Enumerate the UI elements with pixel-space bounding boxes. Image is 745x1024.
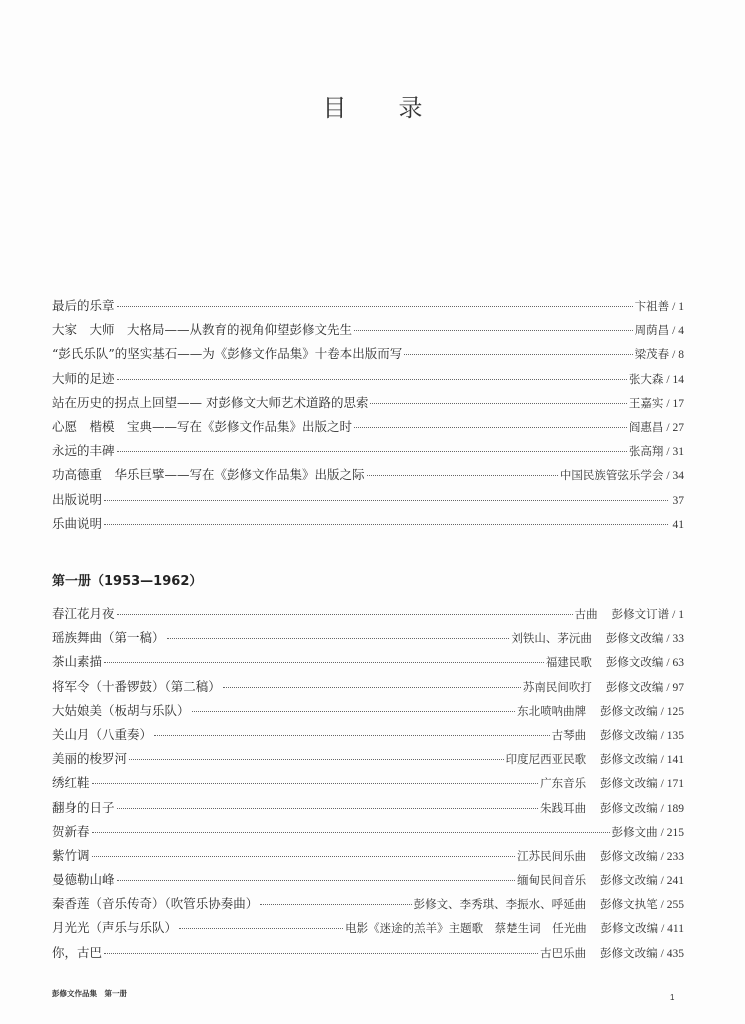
entry-author [517, 703, 658, 719]
entry-author: 中国民族管弦乐学会 [559, 468, 664, 483]
dot-leader [260, 904, 411, 905]
entry-page: / 1 [672, 609, 684, 621]
entry-page: / 141 [660, 754, 684, 767]
dot-leader [404, 354, 632, 355]
entry-title: 曼德勒山峰 [52, 872, 115, 888]
entry-author [517, 872, 658, 888]
page-title: 目录 [322, 94, 475, 122]
entry-page: / 31 [666, 446, 684, 459]
entry-title: 关山月（八重奏） [52, 726, 153, 742]
entry-title: 永远的丰碑 [52, 443, 115, 459]
entry-page: / 8 [672, 349, 684, 362]
entry-page: / 63 [666, 657, 684, 670]
entry-page: / 125 [660, 705, 684, 718]
entry-page: / 97 [666, 681, 684, 694]
entry-title: 你，古巴 [52, 944, 103, 960]
dot-leader [154, 735, 550, 736]
entry-author [414, 896, 658, 912]
entry-page: / 435 [660, 947, 684, 960]
entry-author [575, 606, 670, 622]
toc-entry[interactable] [52, 628, 684, 652]
entry-title: 绣红鞋 [52, 775, 90, 791]
entry-credit: 彭修文改编 [600, 703, 658, 718]
toc-entry[interactable] [52, 846, 684, 870]
entry-page: / 135 [660, 729, 684, 742]
toc-entry[interactable] [52, 870, 684, 894]
toc-entry[interactable] [52, 441, 684, 465]
entry-title: 出版说明 [52, 491, 103, 507]
entry-source: 江苏民间乐曲 [517, 848, 587, 863]
dot-leader [117, 880, 516, 881]
entry-page: / 34 [666, 470, 684, 483]
entry-author: 周荫昌 [634, 323, 670, 338]
toc-entry[interactable] [52, 943, 684, 967]
entry-credit: 彭修文改编 [600, 752, 658, 767]
entry-author [540, 945, 658, 961]
toc-entry[interactable] [52, 677, 684, 701]
entry-source: 朱践耳曲 [540, 800, 587, 815]
entry-page: / 233 [660, 850, 684, 863]
entry-title: 将军令（十番锣鼓）（第二稿） [52, 678, 221, 694]
entry-title: 茶山素描 [52, 654, 103, 670]
toc-entry[interactable] [52, 514, 684, 538]
toc-entry[interactable] [52, 773, 684, 797]
entry-page: / 27 [666, 421, 684, 434]
entry-credit: 彭修文改编 [605, 679, 664, 694]
entry-title: 乐曲说明 [52, 515, 103, 531]
entry-source: 广东音乐 [540, 776, 587, 791]
toc-entry[interactable] [52, 465, 684, 489]
entry-title: 美丽的梭罗河 [52, 751, 128, 767]
toc-entry[interactable] [52, 894, 684, 918]
toc-entry[interactable] [52, 701, 684, 725]
entry-title: 秦香莲（音乐传奇）（吹管乐协奏曲） [52, 896, 259, 912]
dot-leader [104, 662, 544, 663]
entry-credit: 彭修文改编 [605, 655, 664, 670]
entry-page: / 411 [661, 923, 684, 936]
entry-title: 贺新春 [52, 823, 90, 839]
dot-leader [129, 759, 504, 760]
entry-page: 41 [672, 518, 684, 531]
entry-author [511, 630, 663, 646]
entry-page: / 171 [660, 778, 684, 791]
entry-source: 印度尼西亚民歌 [505, 752, 587, 767]
entry-author: 张高翔 [628, 444, 664, 459]
entry-page: 37 [672, 494, 684, 507]
toc-entry[interactable] [52, 798, 684, 822]
dot-leader [92, 832, 610, 833]
entry-source: 古琴曲 [551, 727, 587, 742]
toc-entry[interactable] [52, 652, 684, 676]
toc-entry[interactable] [52, 296, 684, 320]
entry-credit: 彭修文改编 [600, 776, 658, 791]
toc-entry[interactable] [52, 918, 684, 942]
dot-leader [367, 475, 558, 476]
entry-title: 翻身的日子 [52, 799, 115, 815]
front-matter-list [52, 296, 684, 538]
entry-credit: 彭修文订谱 [611, 607, 670, 621]
toc-entry[interactable] [52, 344, 684, 368]
entry-credit: 彭修文执笔 [600, 897, 658, 912]
entry-source: 缅甸民间音乐 [517, 873, 587, 888]
entry-source: 古曲 [574, 607, 598, 621]
entry-page: / 17 [666, 397, 684, 410]
entry-title: 大姑娘美（板胡与乐队） [52, 702, 190, 718]
entry-page: / 189 [660, 802, 684, 815]
entry-credit: 彭修文改编 [605, 631, 664, 646]
volume-one-list [52, 604, 684, 967]
entry-source: 东北喷呐曲牌 [517, 703, 587, 718]
entry-credit: 彭修文改编 [600, 800, 658, 815]
dot-leader [117, 306, 633, 307]
entry-credit: 彭修文改编 [600, 848, 658, 863]
entry-title: 大家 大师 大格局——从教育的视角仰望彭修文先生 [52, 322, 353, 338]
dot-leader [117, 808, 539, 809]
dot-leader [104, 500, 667, 501]
dot-leader [179, 928, 343, 929]
entry-source: 电影《迷途的羔羊》主题歌 蔡楚生词 任光曲 [345, 921, 587, 936]
entry-credit: 彭修文改编 [600, 727, 658, 742]
entry-author [552, 727, 658, 743]
dot-leader [370, 403, 626, 404]
dot-leader [92, 856, 516, 857]
entry-page: / 215 [660, 826, 684, 839]
dot-leader [354, 427, 627, 428]
dot-leader [104, 524, 667, 525]
entry-title: 春江花月夜 [52, 606, 115, 621]
toc-entry[interactable] [52, 822, 684, 846]
entry-title: 最后的乐章 [52, 298, 115, 313]
entry-author: 卞祖善 [634, 299, 670, 313]
entry-author [523, 679, 664, 695]
entry-page: / 4 [672, 325, 684, 338]
toc-entry[interactable] [52, 604, 684, 628]
entry-author: 梁茂春 [634, 347, 670, 362]
toc-entry[interactable] [52, 393, 684, 417]
entry-title: 心愿 楷模 宝典——写在《彭修文作品集》出版之时 [52, 418, 353, 434]
entry-author [506, 751, 658, 767]
footer-book-title: 彭修文作品集 第一册 [52, 989, 127, 998]
entry-author [546, 654, 664, 670]
section-heading: 第一册（1953—1962） [52, 574, 203, 589]
entry-source: 福建民歌 [545, 655, 592, 670]
dot-leader [92, 783, 539, 784]
entry-title: 瑶族舞曲（第一稿） [52, 630, 165, 646]
entry-author [612, 824, 658, 840]
entry-title: “彭氏乐队”的坚实基石——为《彭修文作品集》十卷本出版而写 [52, 346, 403, 362]
entry-title: 紫竹调 [52, 847, 90, 863]
entry-source: 刘铁山、茅沅曲 [511, 631, 592, 646]
entry-credit: 彭修文曲 [611, 824, 658, 839]
entry-credit: 彭修文改编 [600, 945, 658, 960]
toc-entry[interactable] [52, 490, 684, 514]
dot-leader [354, 330, 633, 331]
entry-title: 功高德重 华乐巨擘——写在《彭修文作品集》出版之际 [52, 467, 365, 483]
dot-leader [192, 711, 516, 712]
entry-author [345, 920, 658, 936]
dot-leader [117, 451, 627, 452]
toc-entry[interactable] [52, 417, 684, 441]
toc-entry[interactable] [52, 725, 684, 749]
entry-credit: 彭修文改编 [600, 873, 658, 888]
entry-credit: 彭修文改编 [600, 921, 659, 936]
entry-author: 王嘉实 [628, 395, 664, 410]
toc-entry[interactable] [52, 320, 684, 344]
entry-source: 苏南民间吹打 [522, 679, 592, 694]
entry-page: / 241 [660, 875, 684, 888]
toc-entry[interactable] [52, 369, 684, 393]
entry-page: / 255 [660, 899, 684, 912]
dot-leader [117, 379, 627, 380]
dot-leader [167, 638, 510, 639]
entry-source: 彭修文、李秀琪、李振水、呼延曲 [413, 897, 587, 912]
entry-author: 阎惠昌 [628, 419, 664, 434]
entry-title: 月光光（声乐与乐队） [52, 920, 178, 936]
entry-title: 站在历史的拐点上回望—— 对彭修文大师艺术道路的思索 [52, 394, 369, 410]
entry-page: / 33 [666, 633, 684, 646]
entry-source: 古巴乐曲 [540, 945, 587, 960]
entry-author: 张大森 [628, 371, 664, 386]
dot-leader [104, 953, 538, 954]
entry-page: / 14 [666, 373, 684, 386]
toc-entry[interactable] [52, 749, 684, 773]
entry-author [540, 775, 658, 791]
entry-author [540, 800, 658, 816]
entry-title: 大师的足迹 [52, 370, 115, 386]
dot-leader [223, 687, 521, 688]
dot-leader [117, 614, 573, 615]
footer-page-number: 1 [670, 993, 675, 1002]
entry-page: / 1 [672, 301, 684, 313]
entry-author [517, 848, 658, 864]
